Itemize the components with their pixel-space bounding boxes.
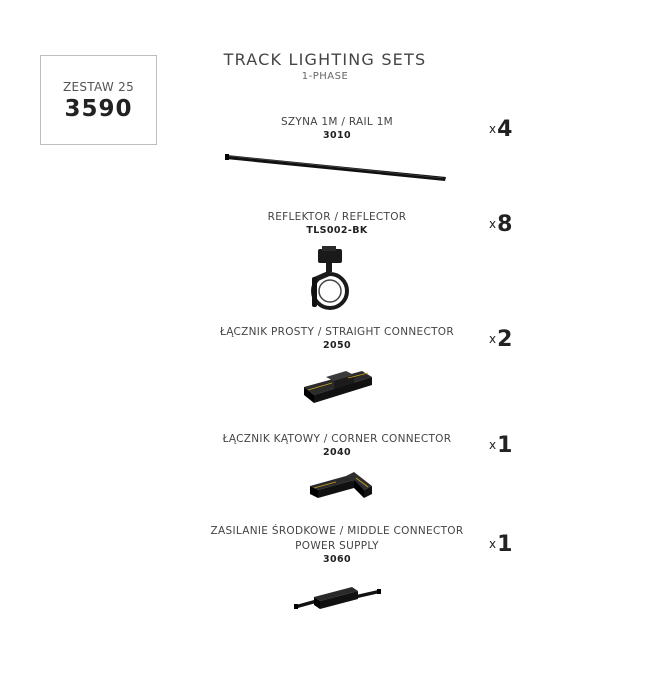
qty-prefix: x: [489, 332, 497, 346]
qty-prefix: x: [489, 537, 497, 551]
item-code-corner-connector: 2040: [322, 447, 352, 458]
item-code-straight-connector: 2050: [322, 340, 352, 351]
page-subtitle: 1-PHASE: [301, 71, 349, 82]
item-qty-middle-connector: [489, 532, 529, 557]
item-name-corner-connector: ŁĄCZNIK KĄTOWY / CORNER CONNECTOR: [222, 433, 452, 445]
item-name-straight-connector: ŁĄCZNIK PROSTY / STRAIGHT CONNECTOR: [220, 326, 454, 338]
item-name-reflector: REFLEKTOR / REFLECTOR: [267, 211, 407, 223]
item-name-middle-connector-line2: POWER SUPPLY: [295, 540, 379, 552]
set-label: ZESTAW 25: [62, 80, 135, 94]
item-name-rail: SZYNA 1M / RAIL 1M: [280, 116, 394, 128]
item-code-reflector: TLS002-BK: [306, 225, 368, 236]
item-qty-corner-connector: [489, 433, 529, 458]
qty-value: 1: [497, 433, 513, 458]
qty-value: 2: [497, 327, 513, 352]
middle-power-supply-icon: [294, 585, 382, 615]
item-qty-straight-connector: [489, 327, 529, 352]
set-number: 3590: [64, 96, 133, 122]
rail-icon: [225, 150, 450, 185]
item-code-middle-connector: 3060: [322, 554, 352, 565]
page-title: TRACK LIGHTING SETS: [223, 50, 427, 69]
qty-value: 8: [497, 212, 513, 237]
item-qty-reflector: [489, 212, 529, 237]
item-name-middle-connector: ZASILANIE ŚRODKOWE / MIDDLE CONNECTOR: [210, 525, 464, 537]
qty-value: 1: [497, 532, 513, 557]
straight-connector-icon: [302, 365, 374, 407]
qty-prefix: x: [489, 122, 497, 136]
qty-prefix: x: [489, 217, 497, 231]
item-code-rail: 3010: [322, 130, 352, 141]
qty-value: 4: [497, 117, 513, 142]
corner-connector-icon: [306, 466, 376, 506]
reflector-icon: [300, 245, 360, 313]
item-qty-rail: [489, 117, 529, 142]
qty-prefix: x: [489, 438, 497, 452]
